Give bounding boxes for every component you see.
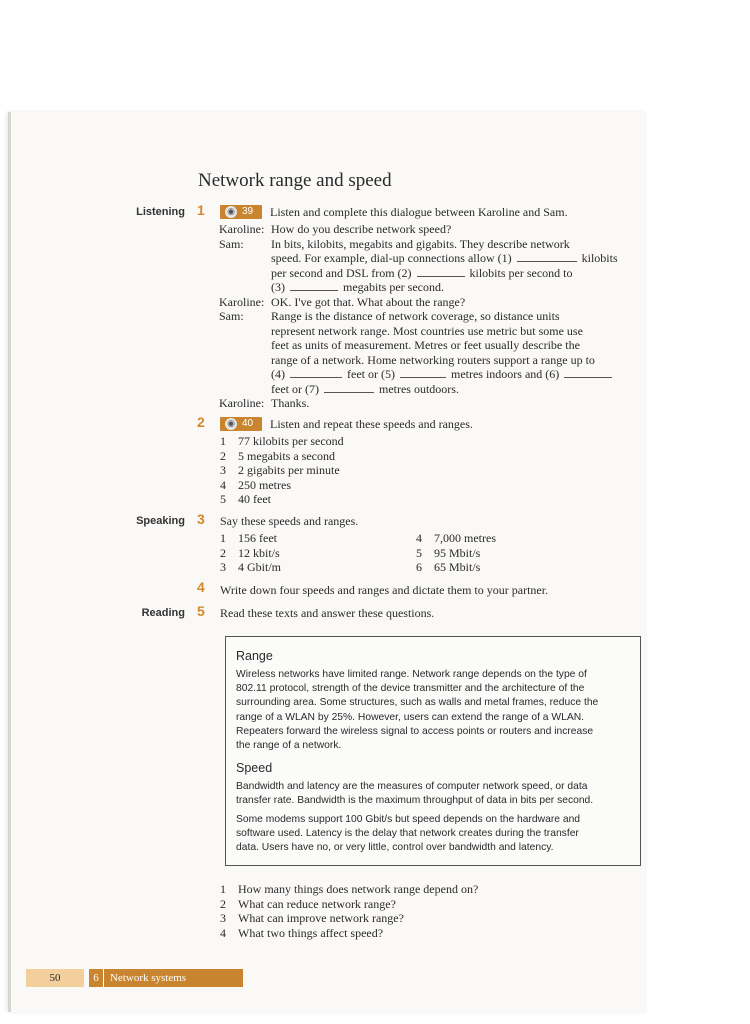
speed-paragraph-line: transfer rate. Bandwidth is the maximum throughput of data in bits per second.: [236, 795, 594, 806]
item-text: 12 kbit/s: [238, 546, 280, 560]
blank-1[interactable]: [517, 251, 577, 262]
dialogue-line: Thanks.: [271, 396, 310, 410]
exercise-5-instruction: Read these texts and answer these questions.: [220, 606, 435, 620]
item-text: 40 feet: [238, 492, 271, 506]
section-label-listening: Listening: [136, 206, 185, 218]
dialogue-line: [271, 280, 444, 295]
question-text: What can reduce network range?: [238, 897, 396, 911]
exercise-1-instruction: Listen and complete this dialogue between Karoline and Sam.: [270, 205, 568, 219]
question-text: What can improve network range?: [238, 911, 404, 925]
cd-icon: ◉: [225, 206, 237, 218]
list-item: [416, 546, 480, 561]
dialogue-line: feet as units of measurement. Metres or feet usually describe the: [271, 338, 580, 352]
dialogue-text: speed. For example, dial-up connections allow (1): [271, 251, 512, 265]
blank-2[interactable]: [417, 266, 465, 277]
item-number: 5: [416, 546, 422, 560]
item-number: 1: [220, 434, 226, 448]
item-number: 2: [220, 449, 226, 463]
question-text: How many things does network range depend on?: [238, 882, 479, 896]
item-text: 5 megabits a second: [238, 449, 335, 463]
dialogue-text: per second and DSL from (2): [271, 266, 412, 280]
list-item: [220, 560, 281, 575]
blank-4[interactable]: [290, 367, 342, 378]
dialogue-line: OK. I've got that. What about the range?: [271, 295, 466, 309]
audio-track-badge[interactable]: [220, 205, 262, 219]
unit-footer: [89, 969, 243, 987]
question-number: 1: [220, 882, 226, 896]
section-label-reading: Reading: [141, 607, 185, 619]
exercise-number-2: 2: [197, 414, 205, 430]
dialogue-text: metres indoors and (6): [450, 367, 560, 381]
dialogue-line: [271, 266, 573, 281]
audio-track-number: 40: [242, 418, 254, 429]
blank-3[interactable]: [290, 280, 338, 291]
dialogue-text: kilobits per second to: [469, 266, 573, 280]
page-number: 50: [26, 969, 84, 987]
question-number: 4: [220, 926, 226, 940]
blank-7[interactable]: [324, 382, 374, 393]
blank-6[interactable]: [564, 367, 612, 378]
item-number: 3: [220, 560, 226, 574]
list-item: [220, 531, 277, 546]
dialogue-line: In bits, kilobits, megabits and gigabits. They describe network: [271, 237, 570, 251]
dialogue-speaker: Karoline:: [219, 295, 265, 309]
exercise-number-3: 3: [197, 511, 205, 527]
exercise-4-instruction: Write down four speeds and ranges and dictate them to your partner.: [220, 583, 549, 597]
range-paragraph-line: 802.11 protocol, strength of the device transmitter and the architecture of the: [236, 683, 585, 694]
list-item: [220, 546, 280, 561]
dialogue-line: [271, 367, 614, 382]
dialogue-line: [271, 251, 618, 266]
dialogue-speaker: Karoline:: [219, 396, 265, 410]
item-number: 4: [220, 478, 226, 492]
section-label-speaking: Speaking: [136, 515, 185, 527]
item-number: 2: [220, 546, 226, 560]
list-item: [220, 434, 344, 449]
item-text: 4 Gbit/m: [238, 560, 282, 574]
item-number: 4: [416, 531, 422, 545]
item-number: 1: [220, 531, 226, 545]
item-number: 3: [220, 463, 226, 477]
audio-track-badge[interactable]: [220, 417, 262, 431]
item-text: 7,000 metres: [434, 531, 496, 545]
reading-text-box: [225, 636, 641, 866]
speed-paragraph-line: software used. Latency is the delay that network creates during the transfer: [236, 828, 579, 839]
item-text: 156 feet: [238, 531, 277, 545]
unit-title: Network systems: [110, 972, 187, 984]
dialogue-line: [271, 382, 459, 397]
item-number: 6: [416, 560, 422, 574]
range-paragraph-line: surrounding area. Some structures, such as walls and metal frames, reduce the: [236, 697, 599, 708]
page-title: Network range and speed: [198, 170, 392, 191]
dialogue-line: How do you describe network speed?: [271, 222, 452, 236]
range-paragraph-line: the range of a network.: [236, 740, 342, 751]
dialogue-line: Range is the distance of network coverage, so distance units: [271, 309, 560, 323]
item-text: 77 kilobits per second: [238, 434, 344, 448]
range-heading: Range: [236, 649, 273, 663]
range-paragraph-line: Repeaters forward the wireless signal to access points or routers and increase: [236, 726, 594, 737]
item-text: 95 Mbit/s: [434, 546, 481, 560]
exercise-number-1: 1: [197, 202, 205, 218]
list-item: [220, 463, 340, 478]
question-item: [220, 882, 478, 897]
item-text: 250 metres: [238, 478, 291, 492]
range-paragraph-line: range of a WLAN by 25%. However, users can extend the range of a WLAN.: [236, 712, 584, 723]
list-item: [416, 531, 496, 546]
dialogue-speaker: Sam:: [219, 309, 244, 323]
dialogue-text: (3): [271, 280, 285, 294]
speed-paragraph-line: Some modems support 100 Gbit/s but speed depends on the hardware and: [236, 814, 581, 825]
exercise-number-4: 4: [197, 579, 205, 595]
list-item: [220, 478, 291, 493]
question-number: 2: [220, 897, 226, 911]
list-item: [416, 560, 480, 575]
item-text: 2 gigabits per minute: [238, 463, 340, 477]
unit-number: 6: [89, 969, 104, 987]
dialogue-text: feet or (7): [271, 382, 319, 396]
exercise-2-instruction: Listen and repeat these speeds and ranges.: [270, 417, 473, 431]
list-item: [220, 492, 271, 507]
question-number: 3: [220, 911, 226, 925]
item-number: 5: [220, 492, 226, 506]
question-item: [220, 911, 404, 926]
dialogue-text: metres outdoors.: [378, 382, 459, 396]
question-text: What two things affect speed?: [238, 926, 384, 940]
speed-heading: Speed: [236, 761, 273, 775]
dialogue-speaker: Sam:: [219, 237, 244, 251]
speed-paragraph-line: Bandwidth and latency are the measures of computer network speed, or data: [236, 781, 588, 792]
dialogue-text: (4): [271, 367, 285, 381]
speed-paragraph-line: data. Users have no, or very little, control over bandwidth and latency.: [236, 842, 554, 853]
dialogue-line: range of a network. Home networking routers support a range up to: [271, 353, 595, 367]
question-item: [220, 926, 383, 941]
audio-track-number: 39: [242, 206, 254, 217]
dialogue-line: represent network range. Most countries use metric but some use: [271, 324, 583, 338]
cd-icon: ◉: [225, 418, 237, 430]
range-paragraph-line: Wireless networks have limited range. Network range depends on the type of: [236, 669, 587, 680]
item-text: 65 Mbit/s: [434, 560, 481, 574]
exercise-number-5: 5: [197, 603, 205, 619]
list-item: [220, 449, 335, 464]
exercise-3-instruction: Say these speeds and ranges.: [220, 514, 359, 528]
question-item: [220, 897, 396, 912]
dialogue-text: kilobits: [581, 251, 618, 265]
dialogue-text: feet or (5): [347, 367, 395, 381]
dialogue-text: megabits per second.: [343, 280, 444, 294]
blank-5[interactable]: [400, 367, 446, 378]
dialogue-speaker: Karoline:: [219, 222, 265, 236]
